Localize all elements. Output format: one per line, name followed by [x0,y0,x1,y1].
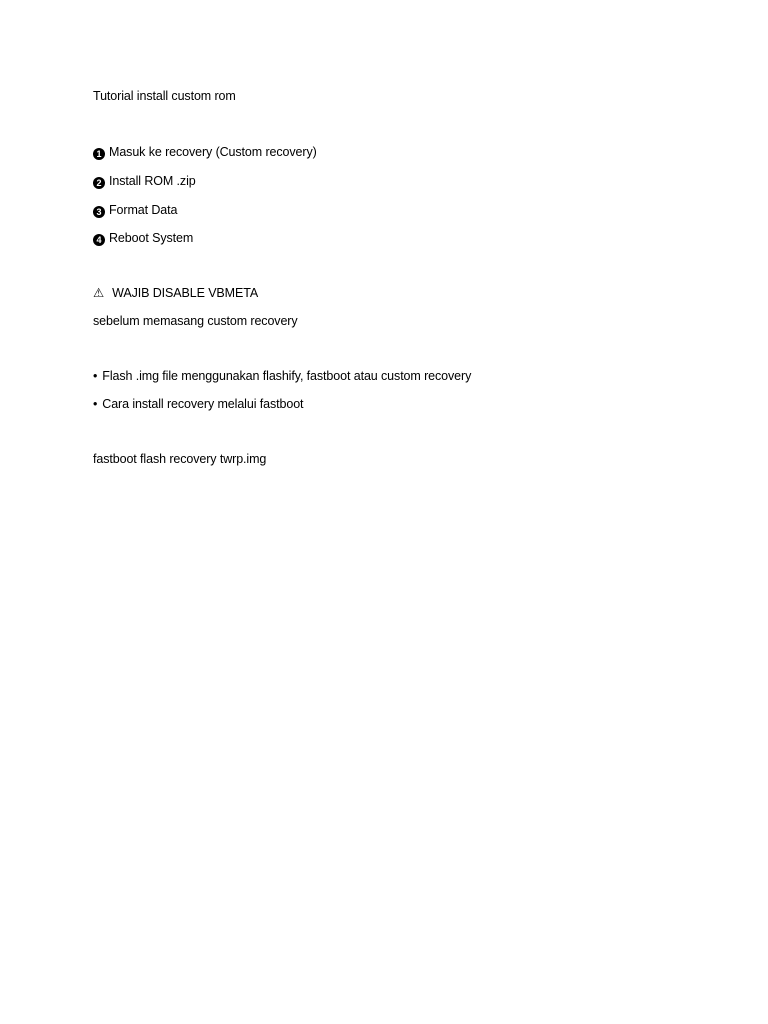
bullet-text: Flash .img file menggunakan flashify, fastboot atau custom recovery [102,369,472,383]
document-title: Tutorial install custom rom [93,89,236,103]
warning-title: WAJIB DISABLE VBMETA [112,286,259,300]
bullet-item-1 [93,368,471,384]
step-number-icon: 2 [93,177,105,189]
warning-icon: ⚠ [93,286,105,300]
step-item-1 [93,144,317,160]
step-text: Format Data [109,203,178,217]
fastboot-command: fastboot flash recovery twrp.img [93,452,267,466]
step-item-3 [93,202,177,218]
warning-subtitle: sebelum memasang custom recovery [93,314,298,328]
step-number-icon: 3 [93,206,105,218]
step-item-2 [93,173,196,189]
bullet-item-2 [93,396,303,412]
step-item-4 [93,230,193,246]
bullet-icon: • [93,369,98,383]
bullet-text: Cara install recovery melalui fastboot [102,397,304,411]
step-text: Masuk ke recovery (Custom recovery) [109,145,317,159]
step-text: Reboot System [109,231,194,245]
step-number-icon: 4 [93,234,105,246]
warning-heading [93,285,258,301]
bullet-icon: • [93,397,98,411]
step-text: Install ROM .zip [109,174,196,188]
step-number-icon: 1 [93,148,105,160]
